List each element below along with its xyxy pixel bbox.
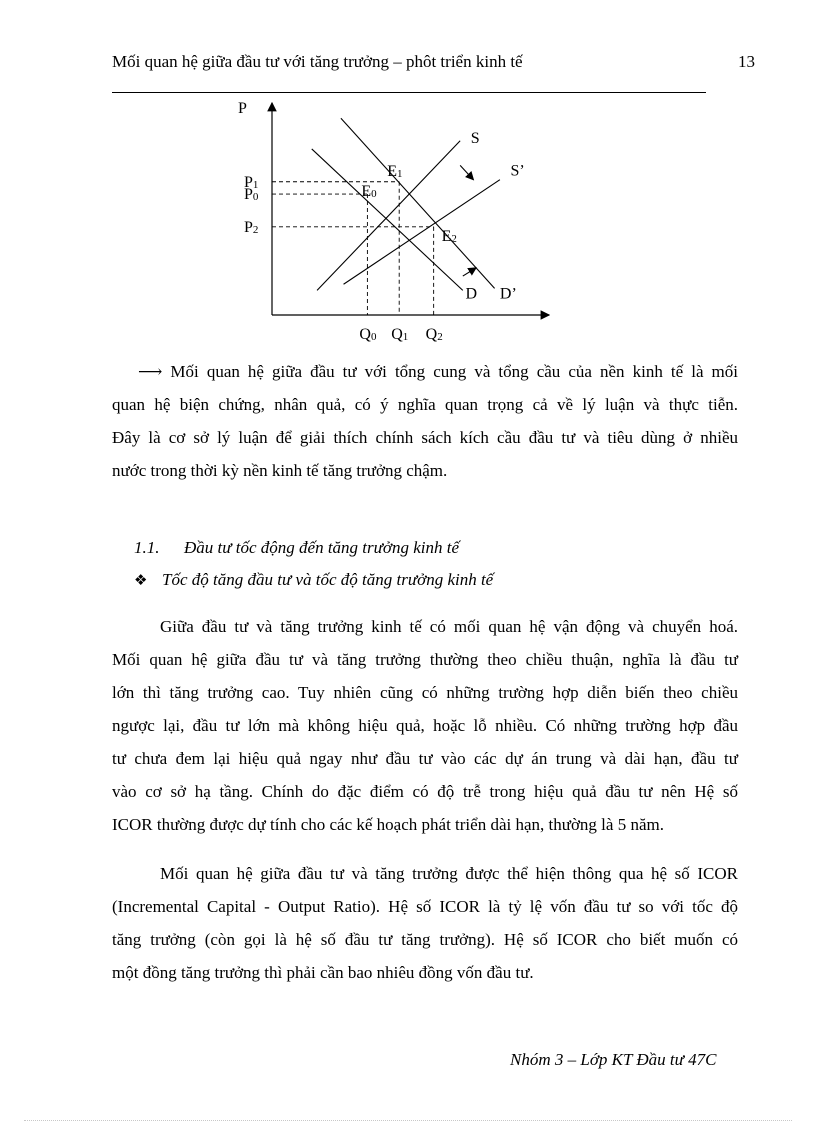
shift-arrow	[463, 268, 476, 276]
paragraph-supply-demand	[112, 355, 738, 487]
header-rule	[112, 92, 706, 93]
curve-label: D’	[499, 285, 517, 303]
page-number: 13	[738, 52, 755, 71]
section-title: Đầu tư tốc động đến tăng trưởng kinh tế	[184, 538, 460, 557]
paragraph-line: ICOR thường được dự tính cho các kế hoạch phát triển dài hạn, thường là 5 năm.	[112, 815, 664, 834]
x-tick-label: Q1	[391, 326, 409, 343]
equilibrium-label: E0	[361, 183, 377, 201]
paragraph-line: nước trong thời kỳ nền kinh tế tăng trưởng chậm.	[112, 461, 448, 480]
paragraph-line: lớn thì tăng trưởng cao. Tuy nhiên cũng có những trường hợp diễn biến theo chiều	[112, 683, 738, 702]
paragraph-icor	[112, 857, 738, 989]
subsection-title: Tốc độ tăng đầu tư và tốc độ tăng trưởng kinh tế	[162, 570, 494, 589]
subsection-heading	[134, 570, 493, 590]
y-tick-label: P0	[244, 186, 259, 204]
diamond-bullet-icon: ❖	[134, 571, 148, 589]
paragraph-line: Mối quan hệ giữa đầu tư và tăng trưởng thường theo chiều thuận, nghĩa là đầu tư	[112, 650, 738, 669]
paragraph-investment-growth	[112, 610, 738, 841]
header-title: Mối quan hệ giữa đầu tư với tăng trưởng – phôt triển kinh tế	[112, 52, 523, 71]
y-axis-label: P	[238, 100, 247, 117]
paragraph-line: Đây là cơ sở lý luận để giải thích chính sách kích cầu đầu tư và tiêu dùng ở nhiều	[112, 428, 738, 447]
paragraph-line: ngược lại, đầu tư lớn mà không hiệu quả, hoặc lỗ nhiều. Có những trường hợp đầu	[112, 716, 738, 735]
paragraph-line: (Incremental Capital - Output Ratio). Hệ số ICOR là tỷ lệ vốn đầu tư so với tốc độ	[112, 897, 738, 916]
footer-text: Nhóm 3 – Lớp KT Đầu tư 47C	[510, 1050, 717, 1069]
paragraph-line: vào cơ sở hạ tầng. Chính do đặc điểm có độ trễ trong hiệu quả đầu tư nên Hệ số	[112, 782, 738, 801]
equilibrium-label: E1	[387, 162, 403, 180]
chart-svg	[230, 95, 570, 345]
shift-arrow	[460, 165, 473, 179]
curve-label: D	[465, 285, 478, 303]
supply-demand-chart	[230, 95, 570, 345]
paragraph-line: tăng trưởng (còn gọi là hệ số đầu tư tăng trưởng). Hệ số ICOR cho biết muốn có	[112, 930, 738, 949]
x-tick-label: Q2	[425, 326, 443, 343]
curve-label: S’	[510, 162, 525, 180]
y-tick-label: P2	[244, 218, 259, 236]
paragraph-line: quan hệ biện chứng, nhân quả, có ý nghĩa quan trọng cả về lý luận và thực tiễn.	[112, 395, 738, 414]
paragraph-line: Mối quan hệ giữa đầu tư và tăng trưởng được thể hiện thông qua hệ số ICOR	[160, 864, 738, 883]
section-heading	[134, 538, 459, 558]
equilibrium-label: E2	[441, 227, 457, 245]
curve-label: S	[470, 129, 480, 147]
x-tick-label: Q0	[359, 326, 377, 343]
paragraph-line: một đồng tăng trưởng thì phải cần bao nhiêu đồng vốn đầu tư.	[112, 963, 534, 982]
paragraph-line: Giữa đầu tư và tăng trưởng kinh tế có mối quan hệ vận động và chuyển hoá.	[160, 617, 738, 636]
y-tick-label: P1	[244, 173, 259, 191]
paragraph-line: ⟶ Mối quan hệ giữa đầu tư với tổng cung và tổng cầu của nền kinh tế là mối	[138, 362, 738, 381]
section-number: 1.1.	[134, 538, 160, 557]
bottom-rule	[24, 1120, 792, 1121]
paragraph-line: tư chưa đem lại hiệu quả ngay như đầu tư vào các dự án trung và dài hạn, đầu tư	[112, 749, 738, 768]
